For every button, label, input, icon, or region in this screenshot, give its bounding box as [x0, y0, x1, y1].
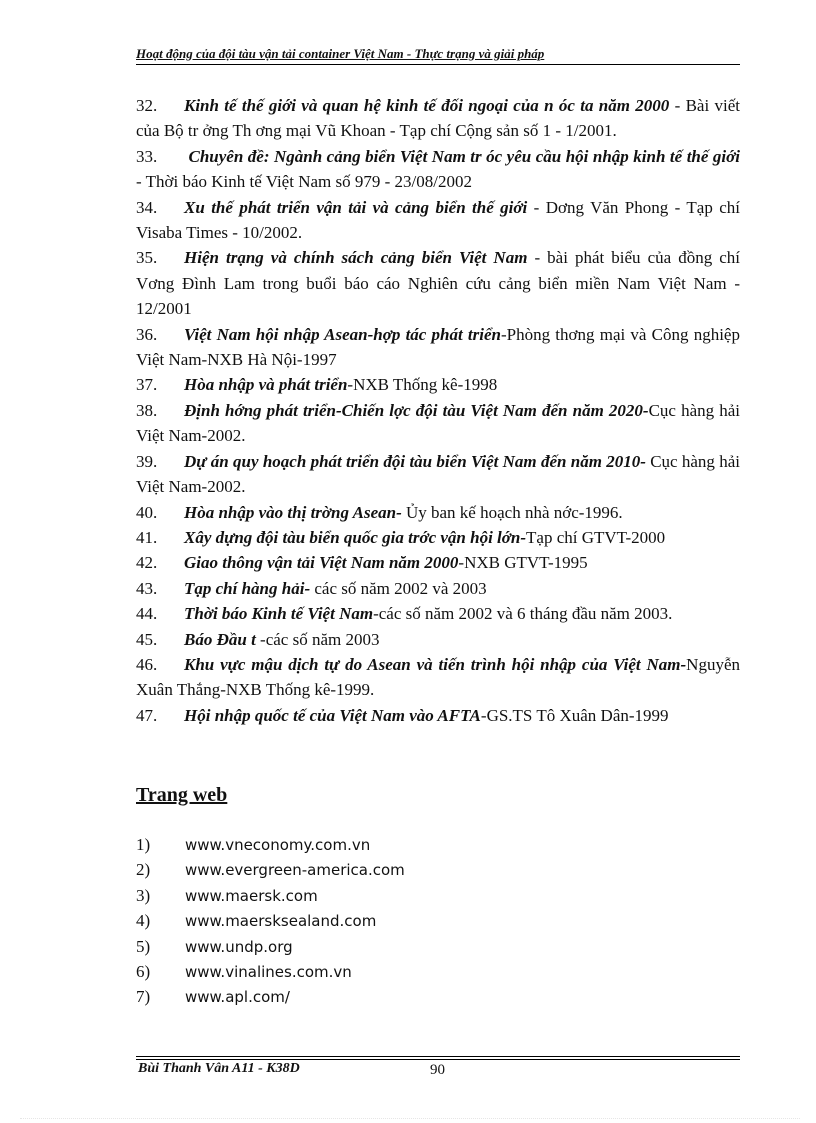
reference-number: 35. [136, 248, 158, 268]
reference-item [136, 398, 740, 449]
reference-item [136, 93, 740, 144]
website-item [136, 857, 740, 882]
reference-source: -các số năm 2002 và 6 tháng đầu năm 2003. [373, 604, 673, 624]
website-number: 1) [136, 835, 151, 854]
reference-title: Việt Nam hội nhập Asean-hợp tác phát triển [184, 324, 501, 344]
reference-title: Xây dựng đội tàu biển quốc gia trớc vận hội lớn- [184, 527, 527, 547]
reference-source: -Phòng thơng mại và Công nghiệp Việt Nam-NXB Hà Nội-1997 [136, 324, 740, 370]
reference-number: 46. [136, 654, 158, 674]
footer-divider [136, 1056, 740, 1057]
reference-title: Khu vực mậu dịch tự do Asean và tiến trình hội nhập của Việt Nam- [184, 654, 687, 674]
reference-source: - Bài viết của Bộ tr ởng Th ơng mại Vũ Khoan - Tạp chí Cộng sản số 1 - 1/2001. [136, 96, 740, 141]
website-number: 5) [136, 936, 151, 956]
reference-source: các số năm 2002 và 2003 [310, 578, 487, 598]
reference-title: Thời báo Kinh tế Việt Nam [184, 604, 374, 624]
reference-item [136, 372, 740, 397]
reference-item [136, 550, 740, 575]
reference-title: Báo Đầu t [184, 629, 256, 649]
reference-source: -các số năm 2003 [255, 629, 380, 649]
website-number: 2) [136, 860, 151, 880]
reference-source: Cục hàng hải Việt Nam-2002. [136, 451, 740, 497]
reference-item [136, 652, 740, 703]
reference-item [136, 322, 740, 373]
reference-title: Hòa nhập vào thị trờng Asean- [184, 502, 402, 522]
website-item [136, 959, 740, 984]
reference-item [136, 144, 740, 195]
reference-source: -NXB Thống kê-1998 [347, 375, 498, 395]
reference-source: - bài phát biểu của đồng chí Vơng Đình Lam trong buổi báo cáo Nghiên cứu cảng biển miền Nam Việt Nam - 12/2001 [136, 248, 741, 319]
reference-title: Hội nhập quốc tế của Việt Nam vào AFTA [184, 705, 481, 725]
reference-title: Kinh tế thế giới và quan hệ kinh tế đối ngoại của n óc ta năm 2000 [184, 96, 670, 115]
reference-source: Cục hàng hải Việt Nam-2002. [136, 400, 740, 446]
reference-item [136, 245, 740, 321]
reference-number: 47. [136, 705, 158, 725]
website-url: www.undp.org [185, 937, 293, 956]
reference-number: 45. [136, 629, 158, 649]
reference-source: -NXB GTVT-1995 [458, 553, 588, 573]
website-url: www.maersk.com [185, 886, 318, 905]
website-number: 7) [136, 987, 151, 1007]
reference-title: Xu thế phát triển vận tải và cảng biển thế giới [184, 197, 528, 217]
reference-number: 40. [136, 502, 158, 522]
reference-item [136, 601, 740, 626]
page-header: Hoạt động của đội tàu vận tải container Việt Nam - Thực trạng và giải pháp [136, 46, 740, 65]
reference-title: Giao thông vận tải Việt Nam năm 2000 [184, 553, 459, 573]
reference-number: 38. [136, 400, 158, 420]
reference-item [136, 500, 740, 525]
website-number: 4) [136, 911, 151, 931]
website-url: www.vneconomy.com.vn [185, 836, 371, 854]
website-number: 3) [136, 885, 151, 905]
reference-title: Định hớng phát triển-Chiến lợc đội tàu Việt Nam đến năm 2020- [184, 400, 649, 420]
website-item [136, 908, 740, 933]
footer-divider [136, 1059, 740, 1060]
reference-source: - Dơng Văn Phong - Tạp chí Visaba Times - 10/2002. [136, 197, 741, 243]
reference-number: 34. [136, 197, 158, 217]
reference-item [136, 627, 740, 652]
reference-item [136, 195, 740, 246]
reference-source: Nguyễn Xuân Thắng-NXB Thống kê-1999. [136, 654, 740, 700]
reference-number: 42. [136, 553, 158, 573]
reference-number: 41. [136, 527, 158, 547]
reference-item [136, 703, 740, 728]
reference-source: - Thời báo Kinh tế Việt Nam số 979 - 23/08/2002 [136, 172, 472, 192]
reference-number: 44. [136, 604, 158, 624]
website-item [136, 883, 740, 908]
website-list [136, 832, 740, 1010]
reference-title: Hiện trạng và chính sách cảng biển Việt Nam [184, 248, 528, 268]
reference-number: 43. [136, 578, 158, 598]
reference-item [136, 525, 740, 550]
reference-title: Hòa nhập và phát triển [184, 375, 348, 395]
reference-item [136, 576, 740, 601]
footer-author: Bùi Thanh Vân A11 - K38D [138, 1061, 300, 1076]
reference-number: 37. [136, 375, 158, 395]
website-item [136, 934, 740, 959]
reference-title: Chuyên đề: Ngành cảng biển Việt Nam tr óc yêu cầu hội nhập kinh tế thế giới [184, 146, 740, 166]
website-url: www.vinalines.com.vn [185, 962, 352, 981]
reference-source: -GS.TS Tô Xuân Dân-1999 [480, 705, 669, 725]
reference-number: 32. [136, 96, 158, 115]
page-edge [20, 1118, 800, 1119]
web-section-heading: Trang web [136, 784, 228, 806]
reference-title: Dự án quy hoạch phát triển đội tàu biển Việt Nam đến năm 2010- [184, 451, 646, 471]
website-url: www.apl.com/ [185, 988, 290, 1007]
website-item [136, 832, 740, 857]
reference-number: 39. [136, 451, 158, 471]
reference-source: Tạp chí GTVT-2000 [526, 527, 666, 547]
website-url: www.maersksealand.com [185, 912, 377, 931]
website-url: www.evergreen-america.com [185, 861, 405, 880]
reference-number: 33. [136, 146, 158, 166]
reference-title: Tạp chí hàng hải- [184, 578, 311, 598]
reference-number: 36. [136, 324, 158, 344]
reference-item [136, 449, 740, 500]
page-number: 90 [430, 1062, 445, 1078]
reference-list [136, 93, 740, 728]
website-item [136, 984, 740, 1009]
website-number: 6) [136, 961, 151, 981]
reference-source: Ủy ban kế hoạch nhà nớc-1996. [401, 502, 623, 522]
